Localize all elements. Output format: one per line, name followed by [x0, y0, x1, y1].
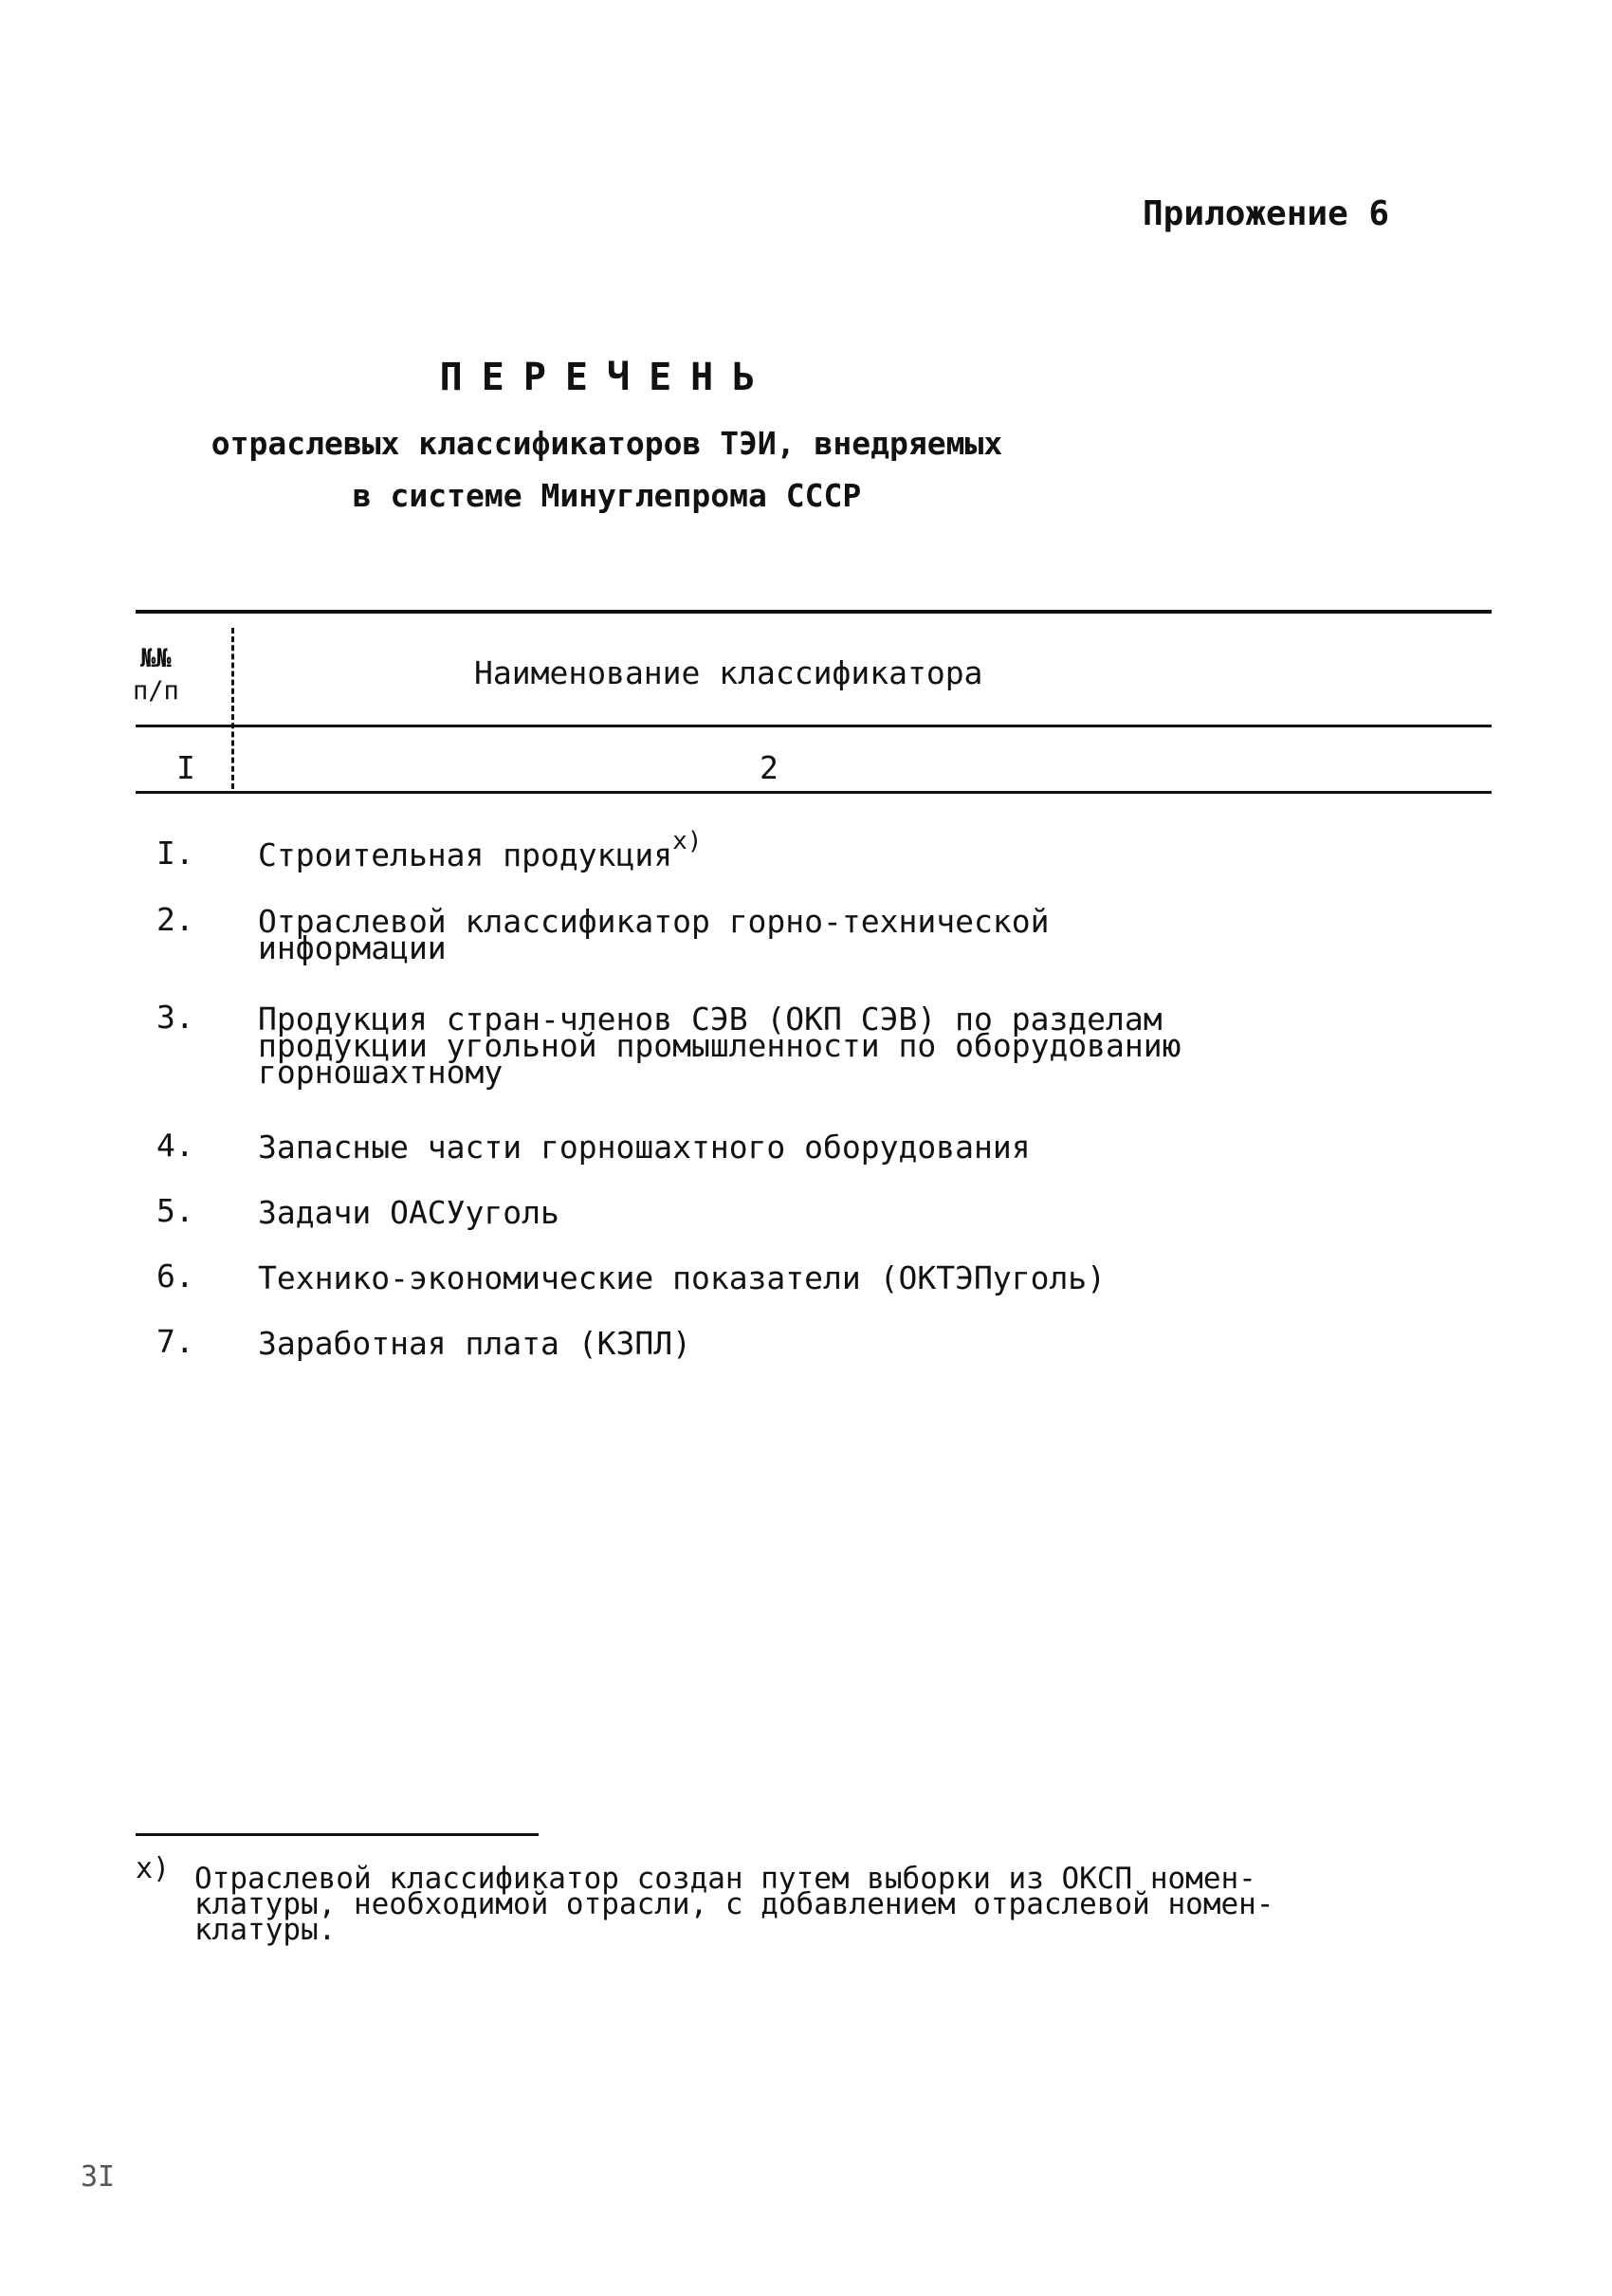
- footnote-line: клатуры.: [194, 1913, 337, 1947]
- item-number: 3.: [156, 999, 194, 1036]
- item-text-line: Отраслевой классификатор горно-технической: [258, 903, 1050, 940]
- item-text-line: Продукция стран-членов СЭВ (ОКП СЭВ) по разделам: [258, 1001, 1163, 1038]
- footnote-line: Отраслевой классификатор создан путем выборки из ОКСП номен-: [194, 1862, 1256, 1896]
- item-text-line: продукции угольной промышленности по оборудованию: [258, 1027, 1182, 1064]
- item-number: 4.: [156, 1127, 194, 1164]
- item-text-line: Строительная продукция: [258, 836, 673, 873]
- column-index-number: I: [176, 749, 195, 786]
- item-number: I.: [156, 835, 194, 872]
- table-header-rule: [136, 725, 1492, 727]
- footnote-text: [194, 1862, 1274, 1947]
- table-top-rule: [136, 610, 1492, 614]
- item-text: [258, 1259, 1107, 1296]
- item-text-line: горношахтному: [258, 1054, 504, 1091]
- item-text-line: информации: [258, 929, 447, 966]
- appendix-label: Приложение 6: [1143, 194, 1390, 233]
- item-text-line: Технико-экономические показатели (ОКТЭПуголь): [258, 1259, 1107, 1296]
- item-text: [258, 1194, 559, 1231]
- item-number: 5.: [156, 1192, 194, 1229]
- subtitle-line-2: в системе Минуглепрома СССР: [352, 477, 862, 514]
- item-number: 2.: [156, 901, 194, 938]
- item-text: [258, 1325, 691, 1362]
- footnote-reference: x): [672, 827, 703, 855]
- item-number: 6.: [156, 1258, 194, 1295]
- table-index-rule: [136, 791, 1492, 794]
- column-header-name: Наименование классификатора: [474, 654, 983, 691]
- item-number: 7.: [156, 1323, 194, 1360]
- column-header-number: [133, 643, 179, 707]
- item-text: [258, 903, 1050, 966]
- item-text: [258, 1001, 1182, 1091]
- document-title: ПЕРЕЧЕНЬ: [439, 356, 775, 399]
- item-text-line: Задачи ОАСУуголь: [258, 1194, 559, 1231]
- page-number: 3I: [81, 2160, 116, 2194]
- footnote-line: клатуры, необходимой отрасли, с добавлением отраслевой номен-: [194, 1887, 1274, 1921]
- item-text: [258, 827, 703, 873]
- item-text-line: Запасные части горношахтного оборудования: [258, 1129, 1031, 1166]
- item-text-line: Заработная плата (КЗПЛ): [258, 1325, 691, 1362]
- column-header-number-line-2: п/п: [133, 676, 179, 706]
- footnote-mark: x): [136, 1852, 171, 1885]
- footnote-rule: [136, 1833, 539, 1836]
- item-text: [258, 1129, 1031, 1166]
- column-header-number-line-1: №№: [140, 644, 172, 673]
- subtitle-line-1: отраслевых классификаторов ТЭИ, внедряемых: [211, 425, 1003, 462]
- column-index-name: 2: [760, 749, 779, 786]
- table-column-divider: [231, 628, 234, 789]
